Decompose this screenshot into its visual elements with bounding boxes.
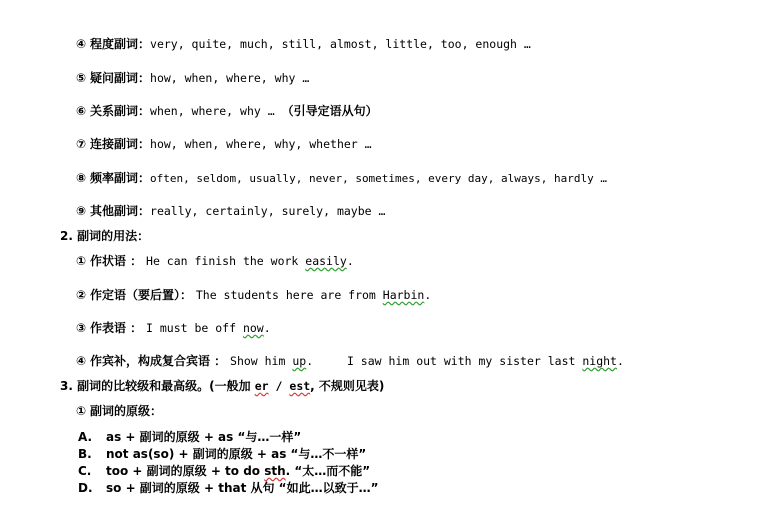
underlined-word: Harbin xyxy=(382,288,425,302)
item-number: ⑧ xyxy=(76,171,87,185)
underlined-word: up xyxy=(292,354,307,368)
pattern-text: not as(so) + 副词的原级 + as “与…不一样” xyxy=(106,447,367,461)
item-number: ⑥ xyxy=(76,104,87,118)
pattern-a xyxy=(78,429,301,445)
sentence-text: I must be off xyxy=(146,321,243,335)
section-heading-comparison xyxy=(60,378,384,394)
item-number: ⑨ xyxy=(76,204,87,218)
sentence-end: . xyxy=(424,288,432,302)
usage-adverbial-line xyxy=(76,253,354,269)
example-words: how, when, where, why … xyxy=(150,71,310,85)
pattern-letter: D. xyxy=(78,481,93,495)
item-number: ④ xyxy=(76,354,87,368)
sentence-end: . xyxy=(306,354,314,368)
example-words: really, certainly, surely, maybe … xyxy=(150,204,386,218)
adverb-question-line xyxy=(76,70,309,86)
pattern-text-end: . “太…而不能” xyxy=(285,464,371,478)
adverb-conjunctive-line xyxy=(76,136,372,152)
section-heading-usage: 2. 副词的用法： xyxy=(60,229,150,243)
heading-separator: / xyxy=(268,379,290,393)
item-number: ⑦ xyxy=(76,137,87,151)
adverb-degree-line xyxy=(76,36,531,52)
item-number: ③ xyxy=(76,321,87,335)
underlined-word: easily xyxy=(305,254,347,268)
item-number: ② xyxy=(76,288,87,302)
pattern-letter: B. xyxy=(78,447,92,461)
usage-label: 作定语（要后置）： xyxy=(90,288,193,302)
adverb-other-line xyxy=(76,203,385,219)
category-label: 其他副词： xyxy=(90,204,151,218)
category-label: 关系副词： xyxy=(90,104,151,118)
example-words: when, where, why … xyxy=(150,104,282,118)
pattern-text: too + 副词的原级 + to do xyxy=(106,464,265,478)
category-label: 疑问副词： xyxy=(90,71,151,85)
underlined-word: night xyxy=(582,354,617,368)
usage-label: 作宾补，构成复合宾语 ： xyxy=(90,354,227,368)
adverb-frequency-line xyxy=(76,170,607,187)
example-words: how, when, where, why, whether … xyxy=(150,137,372,151)
pattern-text: as + 副词的原级 + as “与…一样” xyxy=(106,430,302,444)
example-sentence xyxy=(196,288,431,302)
example-words: very, quite, much, still, almost, little, too, enough … xyxy=(150,37,531,51)
subsection-label: 副词的原级： xyxy=(90,404,163,418)
example-words: often, seldom, usually, never, sometimes, every day, always, hardly … xyxy=(150,172,607,185)
pattern-b xyxy=(78,446,366,462)
pattern-letter: C. xyxy=(78,464,92,478)
suffix-est: est xyxy=(289,379,311,393)
underlined-word: sth xyxy=(264,464,286,478)
category-label: 频率副词： xyxy=(90,171,151,185)
item-number: ④ xyxy=(76,37,87,51)
usage-attributive-line xyxy=(76,287,431,303)
pattern-c xyxy=(78,463,370,479)
item-number: ⑤ xyxy=(76,71,87,85)
item-number: ① xyxy=(76,404,87,418)
suffix-er: er xyxy=(254,379,269,393)
sentence-end: . xyxy=(263,321,271,335)
example-sentence xyxy=(146,254,354,268)
positive-degree-heading xyxy=(76,403,162,419)
underlined-word: now xyxy=(242,321,264,335)
pattern-text: so + 副词的原级 + that 从句 “如此…以致于…” xyxy=(106,481,379,495)
category-label: 程度副词： xyxy=(90,37,151,51)
usage-label: 作状语 ： xyxy=(90,254,143,268)
usage-complement-line xyxy=(76,353,624,369)
usage-label: 作表语 ： xyxy=(90,321,143,335)
item-number: ① xyxy=(76,254,87,268)
pattern-letter: A. xyxy=(78,430,93,444)
adverb-relative-line xyxy=(76,103,378,119)
sentence-text: He can finish the work xyxy=(146,254,306,268)
example-sentence xyxy=(146,321,271,335)
example-sentence-2 xyxy=(347,354,624,368)
sentence-end: . xyxy=(346,254,354,268)
sentence-text: I saw him out with my sister last xyxy=(346,354,583,368)
pattern-d xyxy=(78,480,378,496)
heading-text: 3. 副词的比较级和最高级。(一般加 xyxy=(60,379,255,393)
heading-text-end: , 不规则见表) xyxy=(310,379,385,393)
usage-predicative-line xyxy=(76,320,271,336)
note: （引导定语从句） xyxy=(281,104,378,118)
sentence-end: . xyxy=(616,354,624,368)
category-label: 连接副词： xyxy=(90,137,151,151)
sentence-text: The students here are from xyxy=(195,288,383,302)
sentence-text: Show him xyxy=(230,354,293,368)
example-sentence-1 xyxy=(230,354,313,368)
